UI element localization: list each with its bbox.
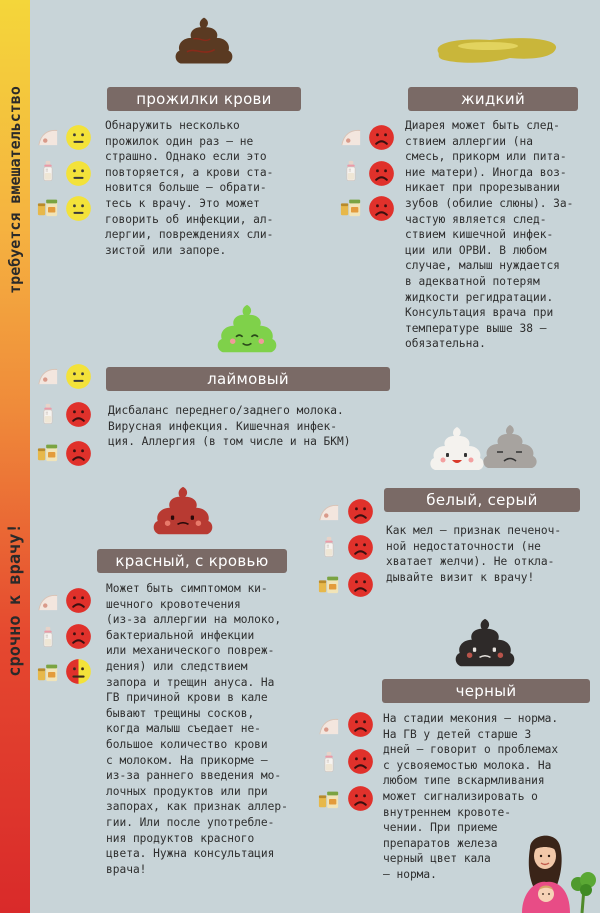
- white-stool-icon: [427, 420, 487, 476]
- baby-food-jar-icon: [37, 441, 59, 463]
- baby-food-jar-icon: [318, 788, 340, 810]
- bottle-icon: [37, 403, 59, 425]
- neutral-face-icon: [65, 160, 92, 187]
- text-red-blood: Может быть симптомом ки- шечного кровотечения (из-за аллергии на молоко, бактериальной инфекции или механического повреж- дения) или следствием запора и трещин ануса. На ГВ причиной крови в кале бывают трещины сосков, когда малыш съедает не- большое количество крови с молоком. На прикорме – из-за раннего введения мо- лочных продуктов или при запорах, как признак аллер- гии. Или после употребле- ния продуктов красного цвета. Нужна консультация врача!: [106, 582, 288, 876]
- breast-icon: [37, 364, 59, 386]
- mother-child-illustration: [516, 828, 600, 913]
- text-liquid: Диарея может быть след- ствием аллергии (на смесь, прикорм или пита- ние матери). Иногда воз- никает при прорезывании зубов (обилие слюны). За- частую является след- ствием кишечной инфек- ции или ОРВИ. В любом случае, малыш нуждается в адекватной потерям жидкости регидратации. Консультация врача при температуре выше 38 – обязательна.: [405, 119, 574, 351]
- bottle-icon: [318, 751, 340, 773]
- breast-icon: [340, 125, 362, 147]
- sad-face-icon: [368, 195, 395, 222]
- brown-stool-icon: [172, 12, 236, 68]
- breast-icon: [37, 125, 59, 147]
- sad-face-icon: [368, 160, 395, 187]
- sad-face-icon: [347, 711, 374, 738]
- bottle-icon: [318, 536, 340, 558]
- label-white-gray: белый, серый: [384, 488, 580, 512]
- sad-face-icon: [65, 587, 92, 614]
- sad-face-icon: [347, 748, 374, 775]
- half-face-icon: [65, 658, 92, 685]
- baby-food-jar-icon: [37, 196, 59, 218]
- bottle-icon: [340, 160, 362, 182]
- sad-face-icon: [347, 785, 374, 812]
- text-white-gray: Как мел – признак печеноч- ной недостаточности (не хватает желчи). Не откла- дывайте визит к врачу!: [386, 524, 562, 584]
- sad-face-icon: [347, 498, 374, 525]
- breast-icon: [37, 590, 59, 612]
- label-lime: лаймовый: [106, 367, 390, 391]
- sad-face-icon: [347, 534, 374, 561]
- label-blood-streaks: прожилки крови: [107, 87, 301, 111]
- text-blood-streaks: Обнаружить несколько прожилок один раз – не страшно. Однако если это повторяется, а крови ста- новится больше – обрати- тесь к врачу. Это может говорить об инфекции, ал- лергии, повреждениях сли- зистой или запоре.: [105, 119, 274, 257]
- sad-face-icon: [347, 571, 374, 598]
- neutral-face-icon: [65, 195, 92, 222]
- text-black: На стадии мекония – норма. На ГВ у детей старше 3 дней – говорит о проблемах с усвояемостью молока. На любом типе вскармливания может сигнализировать о внутреннем кровоте- чении. При приеме препаратов железа черный цвет кала – норма.: [383, 712, 559, 881]
- gray-stool-icon: [480, 418, 540, 474]
- lime-stool-icon: [214, 298, 280, 358]
- bottle-icon: [37, 160, 59, 182]
- black-stool-icon: [452, 612, 518, 672]
- neutral-face-icon: [65, 363, 92, 390]
- side-label-urgent: срочно к врачу!: [5, 523, 25, 677]
- breast-icon: [318, 500, 340, 522]
- baby-food-jar-icon: [318, 573, 340, 595]
- neutral-face-icon: [65, 124, 92, 151]
- sad-face-icon: [65, 401, 92, 428]
- baby-food-jar-icon: [37, 661, 59, 683]
- baby-food-jar-icon: [340, 196, 362, 218]
- bottle-icon: [37, 626, 59, 648]
- breast-icon: [318, 714, 340, 736]
- red-stool-icon: [150, 480, 216, 540]
- label-black: черный: [382, 679, 590, 703]
- text-lime: Дисбаланс переднего/заднего молока. Вирусная инфекция. Кишечная инфек- ция. Аллергия (в том числе и на БКМ): [108, 404, 351, 449]
- liquid-stool-icon: [430, 32, 562, 68]
- label-red-blood: красный, с кровью: [97, 549, 287, 573]
- sad-face-icon: [65, 440, 92, 467]
- sad-face-icon: [368, 124, 395, 151]
- side-label-intervention: требуется вмешательство: [6, 86, 24, 294]
- sad-face-icon: [65, 623, 92, 650]
- label-liquid: жидкий: [408, 87, 578, 111]
